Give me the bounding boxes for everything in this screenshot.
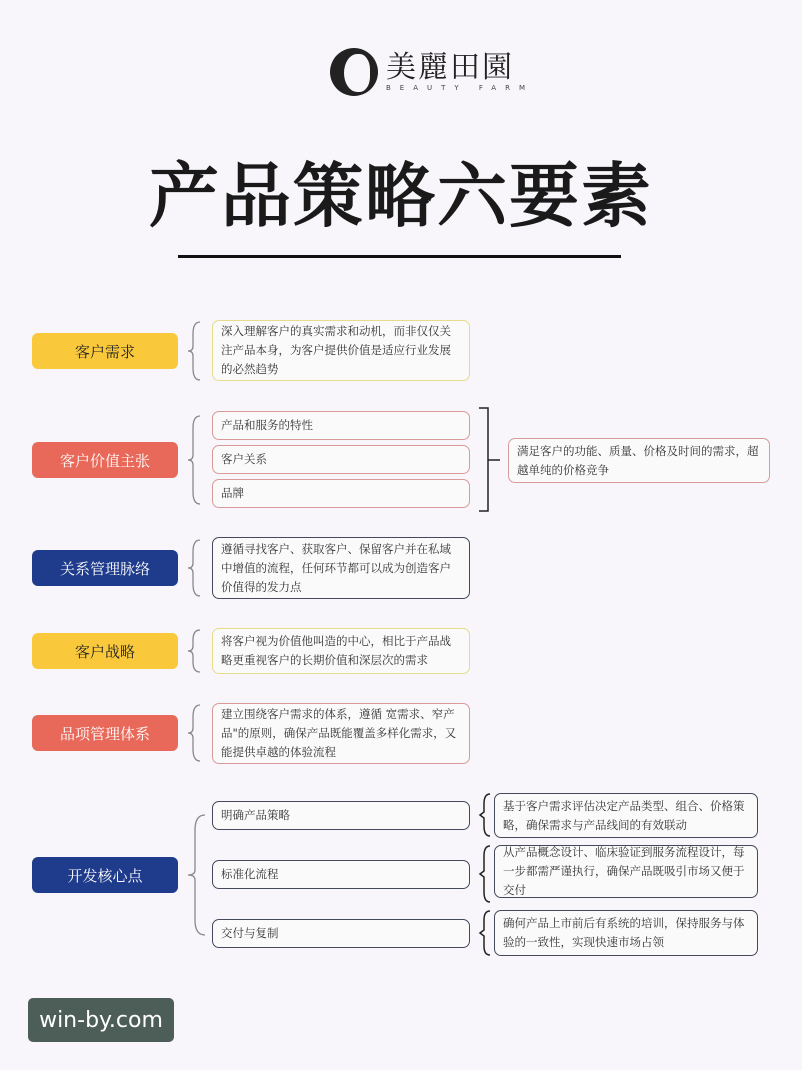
brace-2 (188, 416, 200, 504)
dev-item: 明确产品策略 (212, 801, 470, 830)
pill-customer-strategy: 客户战略 (32, 633, 178, 669)
brace-6 (188, 815, 205, 935)
desc-customer-needs: 深入理解客户的真实需求和动机，而非仅仅关注产品本身，为客户提供价值是适应行业发展的必然趋势 (212, 320, 470, 381)
brace-4 (188, 630, 200, 672)
bracket-value (479, 408, 500, 511)
dev-detail: 确何产品上市前后有系统的培训，保持服务与体验的一致性，实现快速市场占领 (494, 910, 758, 956)
brace-d2 (480, 846, 490, 902)
brace-1 (188, 322, 200, 380)
logo-en: BEAUTY FARM (386, 84, 534, 92)
logo-face-icon (330, 48, 378, 96)
watermark: win-by.com (28, 998, 174, 1042)
brace-5 (188, 705, 200, 761)
brand-logo (330, 48, 534, 96)
pill-development: 开发核心点 (32, 857, 178, 893)
logo-cn: 美麗田園 (386, 50, 514, 85)
value-item: 产品和服务的特性 (212, 411, 470, 440)
pill-customer-needs: 客户需求 (32, 333, 178, 369)
brace-d3 (480, 911, 490, 955)
page-title: 产品策略六要素 (149, 155, 653, 237)
desc-relationship: 遵循寻找客户、获取客户、保留客户并在私域中增值的流程，任何环节都可以成为创造客户价值得的发力点 (212, 537, 470, 599)
value-item: 客户关系 (212, 445, 470, 474)
value-item: 品牌 (212, 479, 470, 508)
dev-item: 标准化流程 (212, 860, 470, 889)
pill-relationship: 关系管理脉络 (32, 550, 178, 586)
brace-3 (188, 540, 200, 596)
pill-value-proposition: 客户价值主张 (32, 442, 178, 478)
desc-customer-strategy: 将客户视为价值他叫造的中心，相比于产品战略更重视客户的长期价值和深层次的需求 (212, 628, 470, 674)
dev-item: 交付与复制 (212, 919, 470, 948)
title-divider (178, 255, 621, 258)
value-summary: 满足客户的功能、质量、价格及时间的需求，超越单纯的价格竞争 (508, 438, 770, 483)
desc-item-management: 建立围绕客户需求的体系，遵循 宽需求、窄产品"的原则，确保产品既能覆盖多样化需求，又能提供卓越的体验流程 (212, 703, 470, 764)
pill-item-management: 品项管理体系 (32, 715, 178, 751)
dev-detail: 基于客户需求评估决定产品类型、组合、价格策略，确保需求与产品线间的有效联动 (494, 793, 758, 838)
brace-d1 (480, 794, 490, 836)
dev-detail: 从产品概念设计、临床验证到服务流程设计，每一步都需严谨执行，确保产品既吸引市场又便于交付 (494, 845, 758, 898)
